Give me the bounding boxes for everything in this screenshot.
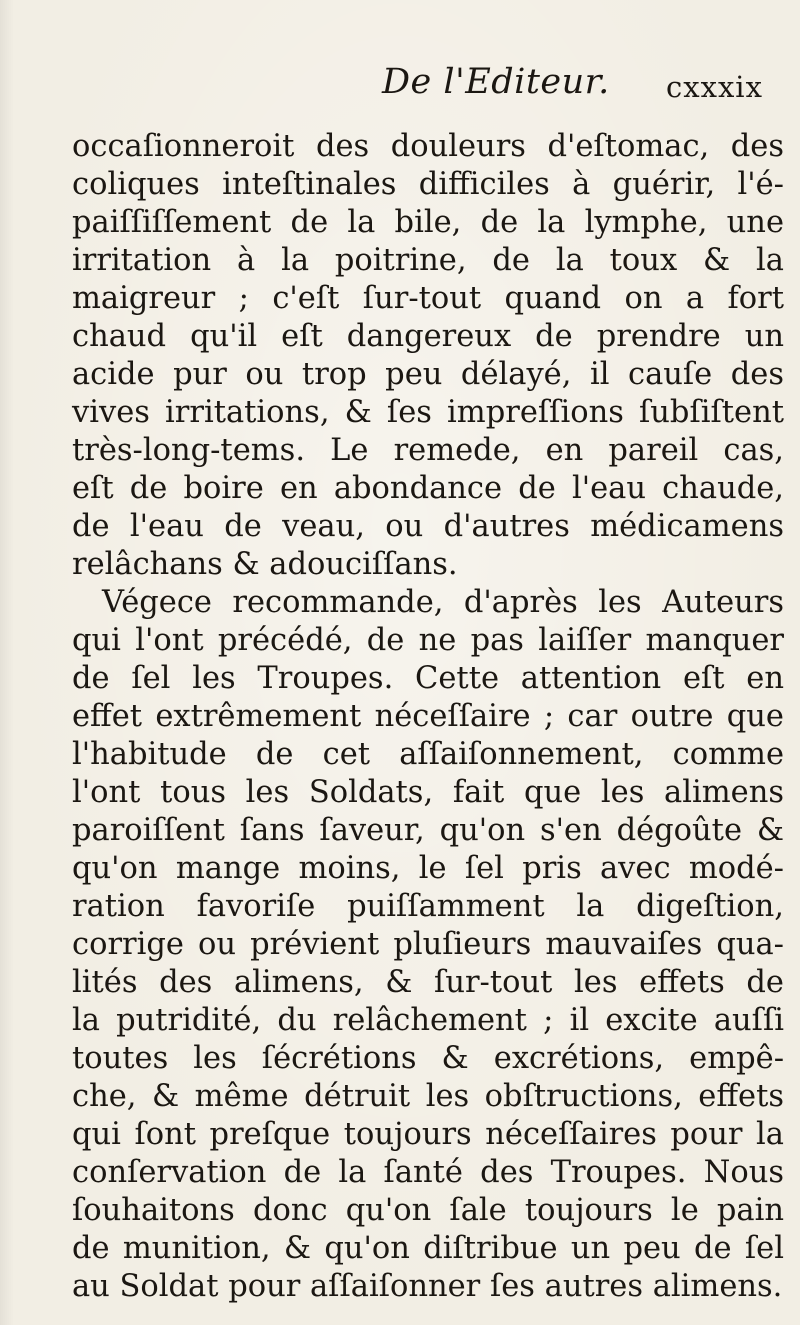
text-line: acide pur ou trop peu délayé, il cauſe des	[72, 357, 784, 392]
text-line: Végece recommande, d'après les Auteurs	[102, 585, 784, 620]
text-line: l'ont tous les Soldats, fait que les alimens	[72, 775, 784, 810]
text-line: paroiſſent ſans ſaveur, qu'on s'en dégoûte &	[72, 813, 784, 848]
text-line: toutes les ſécrétions & excrétions, empê-	[72, 1041, 784, 1076]
text-line: conſervation de la ſanté des Troupes. Nous	[72, 1155, 784, 1190]
text-line: irritation à la poitrine, de la toux & la	[72, 243, 784, 278]
text-line: de munition, & qu'on diſtribue un peu de ſel	[72, 1231, 784, 1266]
text-line: corrige ou prévient pluſieurs mauvaiſes qua-	[72, 927, 784, 962]
text-line: chaud qu'il eſt dangereux de prendre un	[72, 319, 784, 354]
text-line: qui l'ont précédé, de ne pas laiſſer manquer	[72, 623, 784, 658]
page-number: cxxxix	[666, 70, 763, 104]
text-line: très-long-tems. Le remede, en pareil cas,	[72, 433, 784, 468]
running-head	[0, 62, 800, 112]
text-line: la putridité, du relâchement ; il excite auſſi	[72, 1003, 784, 1038]
text-line: coliques inteſtinales difficiles à guérir, l'é-	[72, 167, 784, 202]
text-line: relâchans & adouciſſans.	[72, 547, 458, 582]
text-line: lités des alimens, & ſur-tout les effets de	[72, 965, 784, 1000]
running-title: De l'Editeur.	[382, 62, 610, 102]
text-line: occaſionneroit des douleurs d'eſtomac, des	[72, 129, 784, 164]
text-line: de ſel les Troupes. Cette attention eſt en	[72, 661, 784, 696]
text-line: maigreur ; c'eſt ſur-tout quand on a fort	[72, 281, 784, 316]
body-text	[72, 128, 784, 1306]
text-line: effet extrêmement néceſſaire ; car outre que	[72, 699, 784, 734]
text-line: qui ſont preſque toujours néceſſaires pour la	[72, 1117, 784, 1152]
text-line: vives irritations, & ſes impreſſions ſubſiſtent	[72, 395, 784, 430]
text-line: l'habitude de cet aſſaiſonnement, comme	[72, 737, 784, 772]
gutter-shadow	[0, 0, 14, 1325]
text-line: paiſſiſſement de la bile, de la lymphe, une	[72, 205, 784, 240]
text-line: eſt de boire en abondance de l'eau chaude,	[72, 471, 784, 506]
text-line: ſouhaitons donc qu'on ſale toujours le pain	[72, 1193, 784, 1228]
text-line: che, & même détruit les obſtructions, effets	[72, 1079, 784, 1114]
text-line: qu'on mange moins, le ſel pris avec modé-	[72, 851, 784, 886]
text-line: au Soldat pour aſſaiſonner ſes autres alimens.	[72, 1269, 783, 1304]
text-line: ration favoriſe puiſſamment la digeſtion,	[72, 889, 784, 924]
text-line: de l'eau de veau, ou d'autres médicamens	[72, 509, 784, 544]
